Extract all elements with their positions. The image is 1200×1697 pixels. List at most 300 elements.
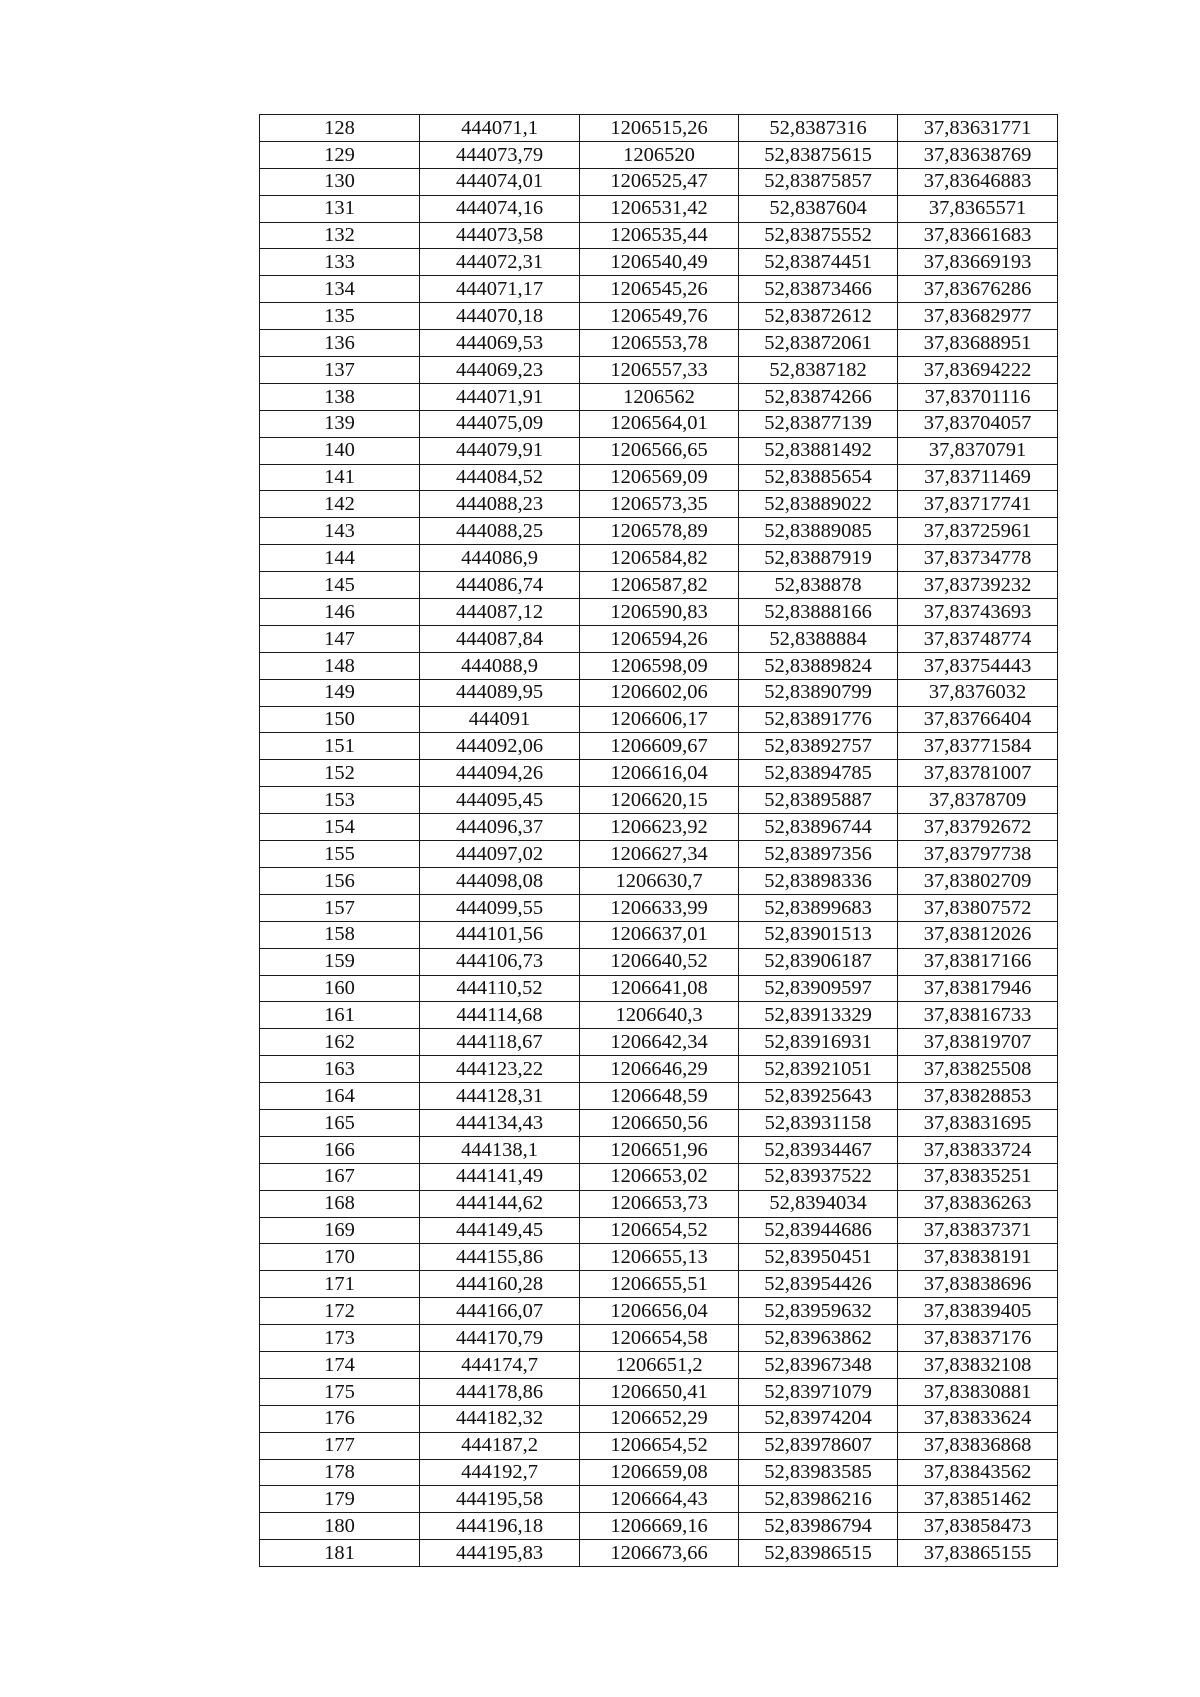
- latitude-cell: 52,83934467: [739, 1136, 898, 1163]
- y-coordinate-cell: 1206648,59: [580, 1083, 739, 1110]
- latitude-cell: 52,83909597: [739, 975, 898, 1002]
- table-row: [260, 894, 1058, 921]
- longitude-cell: 37,83717741: [898, 491, 1058, 518]
- point-number-cell: 178: [260, 1459, 420, 1486]
- longitude-cell: 37,83833724: [898, 1136, 1058, 1163]
- latitude-cell: 52,83889022: [739, 491, 898, 518]
- point-number-cell: 145: [260, 572, 420, 599]
- latitude-cell: 52,83888166: [739, 599, 898, 626]
- longitude-cell: 37,83792672: [898, 814, 1058, 841]
- latitude-cell: 52,83925643: [739, 1083, 898, 1110]
- longitude-cell: 37,83638769: [898, 141, 1058, 168]
- point-number-cell: 131: [260, 195, 420, 222]
- longitude-cell: 37,83682977: [898, 303, 1058, 330]
- longitude-cell: 37,83858473: [898, 1513, 1058, 1540]
- longitude-cell: 37,83646883: [898, 168, 1058, 195]
- longitude-cell: 37,83754443: [898, 652, 1058, 679]
- point-number-cell: 141: [260, 464, 420, 491]
- table-row: [260, 1163, 1058, 1190]
- table-row: [260, 1459, 1058, 1486]
- y-coordinate-cell: 1206640,3: [580, 1002, 739, 1029]
- latitude-cell: 52,83959632: [739, 1298, 898, 1325]
- y-coordinate-cell: 1206590,83: [580, 599, 739, 626]
- latitude-cell: 52,8388884: [739, 625, 898, 652]
- x-coordinate-cell: 444195,58: [420, 1486, 580, 1513]
- y-coordinate-cell: 1206606,17: [580, 706, 739, 733]
- latitude-cell: 52,83875615: [739, 141, 898, 168]
- latitude-cell: 52,83894785: [739, 760, 898, 787]
- latitude-cell: 52,83986515: [739, 1540, 898, 1567]
- latitude-cell: 52,8387316: [739, 115, 898, 142]
- x-coordinate-cell: 444170,79: [420, 1325, 580, 1352]
- x-coordinate-cell: 444086,74: [420, 572, 580, 599]
- x-coordinate-cell: 444073,58: [420, 222, 580, 249]
- longitude-cell: 37,83832108: [898, 1351, 1058, 1378]
- x-coordinate-cell: 444095,45: [420, 787, 580, 814]
- y-coordinate-cell: 1206598,09: [580, 652, 739, 679]
- y-coordinate-cell: 1206573,35: [580, 491, 739, 518]
- y-coordinate-cell: 1206564,01: [580, 410, 739, 437]
- latitude-cell: 52,83937522: [739, 1163, 898, 1190]
- y-coordinate-cell: 1206557,33: [580, 357, 739, 384]
- x-coordinate-cell: 444072,31: [420, 249, 580, 276]
- point-number-cell: 156: [260, 867, 420, 894]
- table-row: [260, 1486, 1058, 1513]
- table-row: [260, 975, 1058, 1002]
- latitude-cell: 52,83950451: [739, 1244, 898, 1271]
- point-number-cell: 154: [260, 814, 420, 841]
- y-coordinate-cell: 1206650,56: [580, 1109, 739, 1136]
- longitude-cell: 37,83825508: [898, 1056, 1058, 1083]
- longitude-cell: 37,83819707: [898, 1029, 1058, 1056]
- x-coordinate-cell: 444088,23: [420, 491, 580, 518]
- point-number-cell: 161: [260, 1002, 420, 1029]
- longitude-cell: 37,83835251: [898, 1163, 1058, 1190]
- x-coordinate-cell: 444070,18: [420, 303, 580, 330]
- latitude-cell: 52,83874451: [739, 249, 898, 276]
- point-number-cell: 158: [260, 921, 420, 948]
- point-number-cell: 169: [260, 1217, 420, 1244]
- latitude-cell: 52,83898336: [739, 867, 898, 894]
- table-row: [260, 1109, 1058, 1136]
- table-row: [260, 867, 1058, 894]
- latitude-cell: 52,83913329: [739, 1002, 898, 1029]
- longitude-cell: 37,83831695: [898, 1109, 1058, 1136]
- y-coordinate-cell: 1206651,2: [580, 1351, 739, 1378]
- point-number-cell: 179: [260, 1486, 420, 1513]
- longitude-cell: 37,83838191: [898, 1244, 1058, 1271]
- table-row: [260, 1513, 1058, 1540]
- table-row: [260, 1217, 1058, 1244]
- point-number-cell: 164: [260, 1083, 420, 1110]
- y-coordinate-cell: 1206637,01: [580, 921, 739, 948]
- table-row: [260, 1002, 1058, 1029]
- x-coordinate-cell: 444114,68: [420, 1002, 580, 1029]
- y-coordinate-cell: 1206584,82: [580, 545, 739, 572]
- table-row: [260, 437, 1058, 464]
- longitude-cell: 37,83839405: [898, 1298, 1058, 1325]
- point-number-cell: 150: [260, 706, 420, 733]
- y-coordinate-cell: 1206654,58: [580, 1325, 739, 1352]
- table-row: [260, 1432, 1058, 1459]
- latitude-cell: 52,83986216: [739, 1486, 898, 1513]
- longitude-cell: 37,83734778: [898, 545, 1058, 572]
- point-number-cell: 177: [260, 1432, 420, 1459]
- longitude-cell: 37,83739232: [898, 572, 1058, 599]
- y-coordinate-cell: 1206587,82: [580, 572, 739, 599]
- latitude-cell: 52,83906187: [739, 948, 898, 975]
- x-coordinate-cell: 444069,23: [420, 357, 580, 384]
- point-number-cell: 159: [260, 948, 420, 975]
- latitude-cell: 52,83916931: [739, 1029, 898, 1056]
- point-number-cell: 140: [260, 437, 420, 464]
- longitude-cell: 37,83704057: [898, 410, 1058, 437]
- longitude-cell: 37,83725961: [898, 518, 1058, 545]
- latitude-cell: 52,83901513: [739, 921, 898, 948]
- table-row: [260, 383, 1058, 410]
- x-coordinate-cell: 444196,18: [420, 1513, 580, 1540]
- y-coordinate-cell: 1206525,47: [580, 168, 739, 195]
- y-coordinate-cell: 1206616,04: [580, 760, 739, 787]
- table-row: [260, 141, 1058, 168]
- point-number-cell: 162: [260, 1029, 420, 1056]
- table-row: [260, 1056, 1058, 1083]
- y-coordinate-cell: 1206549,76: [580, 303, 739, 330]
- latitude-cell: 52,838878: [739, 572, 898, 599]
- table-row: [260, 1405, 1058, 1432]
- longitude-cell: 37,83661683: [898, 222, 1058, 249]
- table-row: [260, 410, 1058, 437]
- y-coordinate-cell: 1206652,29: [580, 1405, 739, 1432]
- y-coordinate-cell: 1206654,52: [580, 1217, 739, 1244]
- point-number-cell: 151: [260, 733, 420, 760]
- x-coordinate-cell: 444092,06: [420, 733, 580, 760]
- longitude-cell: 37,83837176: [898, 1325, 1058, 1352]
- table-row: [260, 760, 1058, 787]
- latitude-cell: 52,8387604: [739, 195, 898, 222]
- table-row: [260, 787, 1058, 814]
- x-coordinate-cell: 444091: [420, 706, 580, 733]
- y-coordinate-cell: 1206640,52: [580, 948, 739, 975]
- point-number-cell: 155: [260, 841, 420, 868]
- y-coordinate-cell: 1206627,34: [580, 841, 739, 868]
- longitude-cell: 37,8370791: [898, 437, 1058, 464]
- y-coordinate-cell: 1206602,06: [580, 679, 739, 706]
- x-coordinate-cell: 444178,86: [420, 1378, 580, 1405]
- latitude-cell: 52,83885654: [739, 464, 898, 491]
- longitude-cell: 37,83843562: [898, 1459, 1058, 1486]
- longitude-cell: 37,83631771: [898, 115, 1058, 142]
- latitude-cell: 52,83983585: [739, 1459, 898, 1486]
- table-row: [260, 679, 1058, 706]
- longitude-cell: 37,83836868: [898, 1432, 1058, 1459]
- point-number-cell: 146: [260, 599, 420, 626]
- point-number-cell: 171: [260, 1271, 420, 1298]
- table-row: [260, 652, 1058, 679]
- table-row: [260, 168, 1058, 195]
- y-coordinate-cell: 1206659,08: [580, 1459, 739, 1486]
- point-number-cell: 181: [260, 1540, 420, 1567]
- longitude-cell: 37,83833624: [898, 1405, 1058, 1432]
- longitude-cell: 37,83851462: [898, 1486, 1058, 1513]
- longitude-cell: 37,83766404: [898, 706, 1058, 733]
- coordinates-table: [259, 114, 1058, 1567]
- longitude-cell: 37,83781007: [898, 760, 1058, 787]
- point-number-cell: 174: [260, 1351, 420, 1378]
- x-coordinate-cell: 444141,49: [420, 1163, 580, 1190]
- x-coordinate-cell: 444086,9: [420, 545, 580, 572]
- longitude-cell: 37,83838696: [898, 1271, 1058, 1298]
- x-coordinate-cell: 444071,1: [420, 115, 580, 142]
- latitude-cell: 52,83874266: [739, 383, 898, 410]
- x-coordinate-cell: 444097,02: [420, 841, 580, 868]
- table-row: [260, 249, 1058, 276]
- y-coordinate-cell: 1206654,52: [580, 1432, 739, 1459]
- point-number-cell: 147: [260, 625, 420, 652]
- x-coordinate-cell: 444187,2: [420, 1432, 580, 1459]
- point-number-cell: 148: [260, 652, 420, 679]
- longitude-cell: 37,83812026: [898, 921, 1058, 948]
- latitude-cell: 52,83896744: [739, 814, 898, 841]
- y-coordinate-cell: 1206673,66: [580, 1540, 739, 1567]
- table-row: [260, 1190, 1058, 1217]
- latitude-cell: 52,83978607: [739, 1432, 898, 1459]
- y-coordinate-cell: 1206566,65: [580, 437, 739, 464]
- table-row: [260, 1029, 1058, 1056]
- point-number-cell: 135: [260, 303, 420, 330]
- y-coordinate-cell: 1206653,73: [580, 1190, 739, 1217]
- point-number-cell: 170: [260, 1244, 420, 1271]
- table-row: [260, 733, 1058, 760]
- latitude-cell: 52,83875857: [739, 168, 898, 195]
- table-row: [260, 545, 1058, 572]
- x-coordinate-cell: 444166,07: [420, 1298, 580, 1325]
- x-coordinate-cell: 444087,84: [420, 625, 580, 652]
- table-row: [260, 303, 1058, 330]
- point-number-cell: 130: [260, 168, 420, 195]
- latitude-cell: 52,83889824: [739, 652, 898, 679]
- longitude-cell: 37,8376032: [898, 679, 1058, 706]
- table-row: [260, 841, 1058, 868]
- x-coordinate-cell: 444073,79: [420, 141, 580, 168]
- x-coordinate-cell: 444088,9: [420, 652, 580, 679]
- latitude-cell: 52,83881492: [739, 437, 898, 464]
- longitude-cell: 37,83802709: [898, 867, 1058, 894]
- longitude-cell: 37,8378709: [898, 787, 1058, 814]
- table-row: [260, 464, 1058, 491]
- y-coordinate-cell: 1206633,99: [580, 894, 739, 921]
- x-coordinate-cell: 444074,01: [420, 168, 580, 195]
- y-coordinate-cell: 1206515,26: [580, 115, 739, 142]
- point-number-cell: 152: [260, 760, 420, 787]
- y-coordinate-cell: 1206646,29: [580, 1056, 739, 1083]
- x-coordinate-cell: 444089,95: [420, 679, 580, 706]
- x-coordinate-cell: 444118,67: [420, 1029, 580, 1056]
- y-coordinate-cell: 1206562: [580, 383, 739, 410]
- latitude-cell: 52,83891776: [739, 706, 898, 733]
- x-coordinate-cell: 444071,91: [420, 383, 580, 410]
- x-coordinate-cell: 444101,56: [420, 921, 580, 948]
- table-row: [260, 115, 1058, 142]
- table-row: [260, 625, 1058, 652]
- longitude-cell: 37,83807572: [898, 894, 1058, 921]
- longitude-cell: 37,8365571: [898, 195, 1058, 222]
- x-coordinate-cell: 444192,7: [420, 1459, 580, 1486]
- table-row: [260, 948, 1058, 975]
- point-number-cell: 176: [260, 1405, 420, 1432]
- x-coordinate-cell: 444098,08: [420, 867, 580, 894]
- table-row: [260, 1083, 1058, 1110]
- point-number-cell: 133: [260, 249, 420, 276]
- y-coordinate-cell: 1206669,16: [580, 1513, 739, 1540]
- longitude-cell: 37,83797738: [898, 841, 1058, 868]
- table-row: [260, 1244, 1058, 1271]
- x-coordinate-cell: 444088,25: [420, 518, 580, 545]
- x-coordinate-cell: 444096,37: [420, 814, 580, 841]
- point-number-cell: 153: [260, 787, 420, 814]
- y-coordinate-cell: 1206656,04: [580, 1298, 739, 1325]
- latitude-cell: 52,83892757: [739, 733, 898, 760]
- x-coordinate-cell: 444155,86: [420, 1244, 580, 1271]
- latitude-cell: 52,83875552: [739, 222, 898, 249]
- latitude-cell: 52,83877139: [739, 410, 898, 437]
- x-coordinate-cell: 444084,52: [420, 464, 580, 491]
- longitude-cell: 37,83688951: [898, 330, 1058, 357]
- x-coordinate-cell: 444174,7: [420, 1351, 580, 1378]
- y-coordinate-cell: 1206540,49: [580, 249, 739, 276]
- point-number-cell: 160: [260, 975, 420, 1002]
- table-row: [260, 491, 1058, 518]
- longitude-cell: 37,83830881: [898, 1378, 1058, 1405]
- point-number-cell: 163: [260, 1056, 420, 1083]
- x-coordinate-cell: 444195,83: [420, 1540, 580, 1567]
- y-coordinate-cell: 1206520: [580, 141, 739, 168]
- x-coordinate-cell: 444182,32: [420, 1405, 580, 1432]
- x-coordinate-cell: 444094,26: [420, 760, 580, 787]
- point-number-cell: 144: [260, 545, 420, 572]
- y-coordinate-cell: 1206651,96: [580, 1136, 739, 1163]
- table-row: [260, 1136, 1058, 1163]
- y-coordinate-cell: 1206545,26: [580, 276, 739, 303]
- latitude-cell: 52,83986794: [739, 1513, 898, 1540]
- latitude-cell: 52,83899683: [739, 894, 898, 921]
- point-number-cell: 165: [260, 1109, 420, 1136]
- table-row: [260, 572, 1058, 599]
- x-coordinate-cell: 444087,12: [420, 599, 580, 626]
- latitude-cell: 52,83963862: [739, 1325, 898, 1352]
- latitude-cell: 52,83971079: [739, 1378, 898, 1405]
- point-number-cell: 157: [260, 894, 420, 921]
- point-number-cell: 137: [260, 357, 420, 384]
- latitude-cell: 52,83967348: [739, 1351, 898, 1378]
- point-number-cell: 166: [260, 1136, 420, 1163]
- y-coordinate-cell: 1206653,02: [580, 1163, 739, 1190]
- latitude-cell: 52,83872612: [739, 303, 898, 330]
- y-coordinate-cell: 1206642,34: [580, 1029, 739, 1056]
- table-row: [260, 222, 1058, 249]
- x-coordinate-cell: 444138,1: [420, 1136, 580, 1163]
- latitude-cell: 52,83889085: [739, 518, 898, 545]
- longitude-cell: 37,83676286: [898, 276, 1058, 303]
- latitude-cell: 52,83954426: [739, 1271, 898, 1298]
- latitude-cell: 52,83872061: [739, 330, 898, 357]
- y-coordinate-cell: 1206641,08: [580, 975, 739, 1002]
- point-number-cell: 168: [260, 1190, 420, 1217]
- y-coordinate-cell: 1206655,51: [580, 1271, 739, 1298]
- latitude-cell: 52,83974204: [739, 1405, 898, 1432]
- table-row: [260, 814, 1058, 841]
- y-coordinate-cell: 1206535,44: [580, 222, 739, 249]
- point-number-cell: 143: [260, 518, 420, 545]
- table-row: [260, 706, 1058, 733]
- table-row: [260, 921, 1058, 948]
- point-number-cell: 180: [260, 1513, 420, 1540]
- table-row: [260, 518, 1058, 545]
- x-coordinate-cell: 444160,28: [420, 1271, 580, 1298]
- latitude-cell: 52,8394034: [739, 1190, 898, 1217]
- y-coordinate-cell: 1206630,7: [580, 867, 739, 894]
- latitude-cell: 52,83887919: [739, 545, 898, 572]
- table-row: [260, 1271, 1058, 1298]
- y-coordinate-cell: 1206609,67: [580, 733, 739, 760]
- point-number-cell: 149: [260, 679, 420, 706]
- latitude-cell: 52,8387182: [739, 357, 898, 384]
- y-coordinate-cell: 1206578,89: [580, 518, 739, 545]
- point-number-cell: 173: [260, 1325, 420, 1352]
- x-coordinate-cell: 444123,22: [420, 1056, 580, 1083]
- point-number-cell: 175: [260, 1378, 420, 1405]
- longitude-cell: 37,83837371: [898, 1217, 1058, 1244]
- longitude-cell: 37,83828853: [898, 1083, 1058, 1110]
- x-coordinate-cell: 444099,55: [420, 894, 580, 921]
- longitude-cell: 37,83669193: [898, 249, 1058, 276]
- y-coordinate-cell: 1206553,78: [580, 330, 739, 357]
- y-coordinate-cell: 1206623,92: [580, 814, 739, 841]
- x-coordinate-cell: 444069,53: [420, 330, 580, 357]
- y-coordinate-cell: 1206620,15: [580, 787, 739, 814]
- table-row: [260, 276, 1058, 303]
- point-number-cell: 128: [260, 115, 420, 142]
- point-number-cell: 134: [260, 276, 420, 303]
- point-number-cell: 167: [260, 1163, 420, 1190]
- point-number-cell: 132: [260, 222, 420, 249]
- table-row: [260, 1378, 1058, 1405]
- longitude-cell: 37,83743693: [898, 599, 1058, 626]
- longitude-cell: 37,83816733: [898, 1002, 1058, 1029]
- table-row: [260, 195, 1058, 222]
- longitude-cell: 37,83748774: [898, 625, 1058, 652]
- latitude-cell: 52,83897356: [739, 841, 898, 868]
- table-row: [260, 330, 1058, 357]
- latitude-cell: 52,83921051: [739, 1056, 898, 1083]
- point-number-cell: 142: [260, 491, 420, 518]
- x-coordinate-cell: 444074,16: [420, 195, 580, 222]
- x-coordinate-cell: 444079,91: [420, 437, 580, 464]
- table-row: [260, 1351, 1058, 1378]
- y-coordinate-cell: 1206655,13: [580, 1244, 739, 1271]
- point-number-cell: 136: [260, 330, 420, 357]
- point-number-cell: 172: [260, 1298, 420, 1325]
- longitude-cell: 37,83771584: [898, 733, 1058, 760]
- latitude-cell: 52,83944686: [739, 1217, 898, 1244]
- longitude-cell: 37,83701116: [898, 383, 1058, 410]
- x-coordinate-cell: 444149,45: [420, 1217, 580, 1244]
- longitude-cell: 37,83711469: [898, 464, 1058, 491]
- x-coordinate-cell: 444144,62: [420, 1190, 580, 1217]
- latitude-cell: 52,83931158: [739, 1109, 898, 1136]
- point-number-cell: 139: [260, 410, 420, 437]
- y-coordinate-cell: 1206569,09: [580, 464, 739, 491]
